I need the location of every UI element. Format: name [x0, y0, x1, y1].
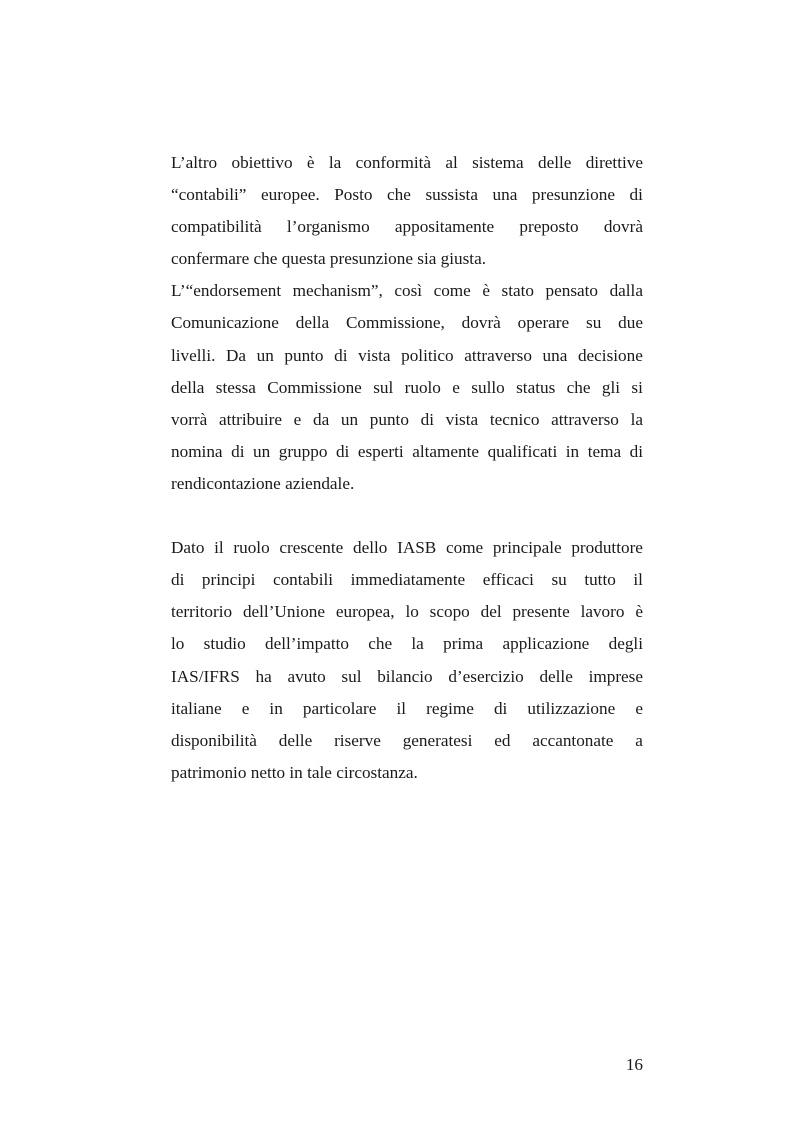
word: tecnico	[489, 409, 540, 429]
word: confermare	[171, 249, 250, 269]
word: conformità	[355, 153, 432, 172]
word: questa	[281, 249, 326, 269]
word: e	[241, 698, 250, 718]
text-line	[171, 372, 643, 404]
word: immediatamente	[350, 570, 466, 590]
word: come	[433, 281, 471, 301]
word: dello	[353, 538, 388, 558]
word: d’esercizio	[448, 666, 524, 686]
word: di	[629, 441, 643, 461]
word: applicazione	[502, 634, 590, 654]
word: attribuire	[218, 409, 282, 429]
word: Commissione,	[345, 313, 445, 333]
word: utilizzazione	[527, 698, 616, 718]
word: che	[387, 185, 411, 205]
word: ha	[255, 666, 272, 686]
word: così	[394, 281, 423, 301]
word: al	[445, 153, 458, 172]
text-line	[171, 179, 643, 211]
word: particolare	[302, 698, 377, 718]
word: delle	[539, 666, 573, 686]
word: sia	[417, 249, 437, 269]
text-line	[171, 725, 643, 757]
word: lo	[405, 602, 419, 622]
word: di	[231, 441, 245, 461]
text-line	[171, 436, 643, 468]
word: studio	[203, 634, 246, 654]
word: la	[411, 634, 424, 654]
word: di	[335, 441, 350, 461]
word: in	[269, 698, 283, 718]
word: attraverso	[464, 345, 532, 365]
word: direttive	[585, 153, 643, 172]
page-number: 16	[625, 1055, 643, 1074]
word: circostanza.	[336, 762, 418, 782]
word: è	[306, 153, 315, 172]
text-line	[171, 275, 643, 307]
word: status	[516, 377, 556, 397]
word: presente	[512, 602, 570, 622]
word: stato	[501, 281, 534, 301]
paragraph-gap	[171, 500, 643, 532]
word: bilancio	[377, 666, 433, 686]
word: nomina	[171, 441, 223, 461]
text-line	[171, 564, 643, 596]
word: che	[566, 377, 591, 397]
word: dell’impatto	[264, 634, 349, 654]
word: ruolo	[404, 377, 441, 397]
word: di	[334, 345, 348, 365]
word: giusta.	[440, 249, 487, 269]
word: e	[452, 377, 460, 397]
word: europea,	[335, 602, 395, 622]
text-line	[171, 211, 643, 243]
word: da	[312, 409, 330, 429]
text-line	[171, 468, 643, 500]
word: Commissione	[267, 377, 362, 397]
word: che	[253, 249, 278, 269]
word: pensato	[545, 281, 599, 301]
word: tale	[307, 762, 332, 782]
word: italiane	[171, 698, 222, 718]
word: e	[635, 698, 643, 718]
word: regime	[426, 698, 474, 718]
word: l’organismo	[286, 217, 370, 237]
word: Dato	[171, 538, 205, 558]
word: vorrà	[171, 409, 208, 429]
word: obiettivo	[231, 153, 293, 172]
word: di	[420, 409, 434, 429]
word: punto	[369, 409, 409, 429]
word: degli	[608, 634, 643, 654]
word: appositamente	[394, 217, 495, 237]
word: sistema	[472, 153, 524, 172]
text-line	[171, 693, 643, 725]
text-line	[171, 340, 643, 372]
word: è	[635, 602, 643, 622]
word: di	[171, 570, 185, 590]
word: Da	[225, 345, 247, 365]
text-line	[171, 596, 643, 628]
word: della	[295, 313, 330, 333]
paragraph	[171, 147, 643, 275]
word: principi	[201, 570, 256, 590]
paragraph	[171, 275, 643, 500]
word: efficaci	[482, 570, 534, 590]
word: lo	[171, 634, 185, 654]
word: generatesi	[402, 730, 473, 750]
word: vista	[445, 409, 479, 429]
word: come	[445, 538, 484, 558]
word: delle	[278, 730, 313, 750]
word: ed	[494, 730, 511, 750]
word: è	[482, 281, 490, 301]
text-line	[171, 404, 643, 436]
word: in	[289, 762, 303, 782]
word: di	[629, 185, 643, 205]
word: attraverso	[551, 409, 619, 429]
word: Comunicazione	[171, 313, 279, 333]
word: ruolo	[233, 538, 270, 558]
word: L’altro	[171, 153, 218, 172]
word: si	[631, 377, 643, 397]
text-line	[171, 628, 643, 660]
word: lavoro	[580, 602, 625, 622]
word: che	[368, 634, 393, 654]
word: gruppo	[278, 441, 328, 461]
word: qualificati	[487, 441, 558, 461]
word: punto	[284, 345, 324, 365]
word: dovrà	[461, 313, 501, 333]
word: un	[340, 409, 359, 429]
text-line	[171, 661, 643, 693]
word: crescente	[279, 538, 344, 558]
word: su	[586, 313, 602, 333]
text-line	[171, 532, 643, 564]
word: compatibilità	[171, 217, 262, 237]
word: due	[618, 313, 643, 333]
word: in	[565, 441, 580, 461]
word: sul	[341, 666, 362, 686]
word: riserve	[334, 730, 381, 750]
word: altamente	[412, 441, 480, 461]
word: europee.	[260, 185, 320, 205]
word: sul	[373, 377, 394, 397]
paragraph	[171, 532, 643, 789]
word: sullo	[471, 377, 505, 397]
word: avuto	[287, 666, 326, 686]
text-line	[171, 147, 643, 179]
word: vista	[358, 345, 391, 365]
word: tema	[587, 441, 622, 461]
text-line	[171, 243, 643, 275]
word: prima	[443, 634, 484, 654]
word: aziendale.	[285, 473, 355, 493]
word: imprese	[588, 666, 643, 686]
word: la	[328, 153, 342, 172]
word: L’“endorsement	[171, 281, 282, 301]
word: la	[630, 409, 643, 429]
word: preposto	[519, 217, 579, 237]
word: una	[542, 345, 568, 365]
word: il	[396, 698, 407, 718]
word: principale	[492, 538, 562, 558]
word: un	[256, 345, 274, 365]
word: di	[493, 698, 508, 718]
word: “contabili”	[171, 185, 247, 205]
word: Posto	[334, 185, 373, 205]
word: IASB	[397, 538, 437, 558]
word: della	[171, 377, 205, 397]
word: patrimonio	[171, 762, 247, 782]
word: IAS/IFRS	[171, 666, 240, 686]
word: operare	[517, 313, 570, 333]
word: delle	[537, 153, 572, 172]
word: dell’Unione	[242, 602, 326, 622]
word: il	[214, 538, 224, 558]
word: livelli.	[171, 345, 216, 365]
word: netto	[250, 762, 286, 782]
word: dovrà	[603, 217, 643, 237]
word: territorio	[171, 602, 233, 622]
word: a	[635, 730, 643, 750]
word: contabili	[272, 570, 334, 590]
word: rendicontazione	[171, 473, 281, 493]
word: accantonate	[532, 730, 614, 750]
word: una	[492, 185, 518, 205]
word: sussista	[425, 185, 478, 205]
word: del	[480, 602, 502, 622]
word: politico	[401, 345, 454, 365]
word: mechanism”,	[292, 281, 383, 301]
text-line	[171, 307, 643, 339]
word: stessa	[215, 377, 256, 397]
word: un	[253, 441, 271, 461]
word: scopo	[429, 602, 470, 622]
word: produttore	[571, 538, 643, 558]
word: tutto	[584, 570, 616, 590]
text-line	[171, 757, 643, 789]
word: decisione	[577, 345, 643, 365]
word: su	[551, 570, 567, 590]
word: presunzione	[329, 249, 413, 269]
word: disponibilità	[171, 730, 257, 750]
word: presunzione	[531, 185, 615, 205]
document-body	[171, 147, 643, 789]
word: dalla	[609, 281, 643, 301]
word: il	[633, 570, 643, 590]
word: gli	[601, 377, 621, 397]
word: e	[293, 409, 302, 429]
word: esperti	[357, 441, 404, 461]
